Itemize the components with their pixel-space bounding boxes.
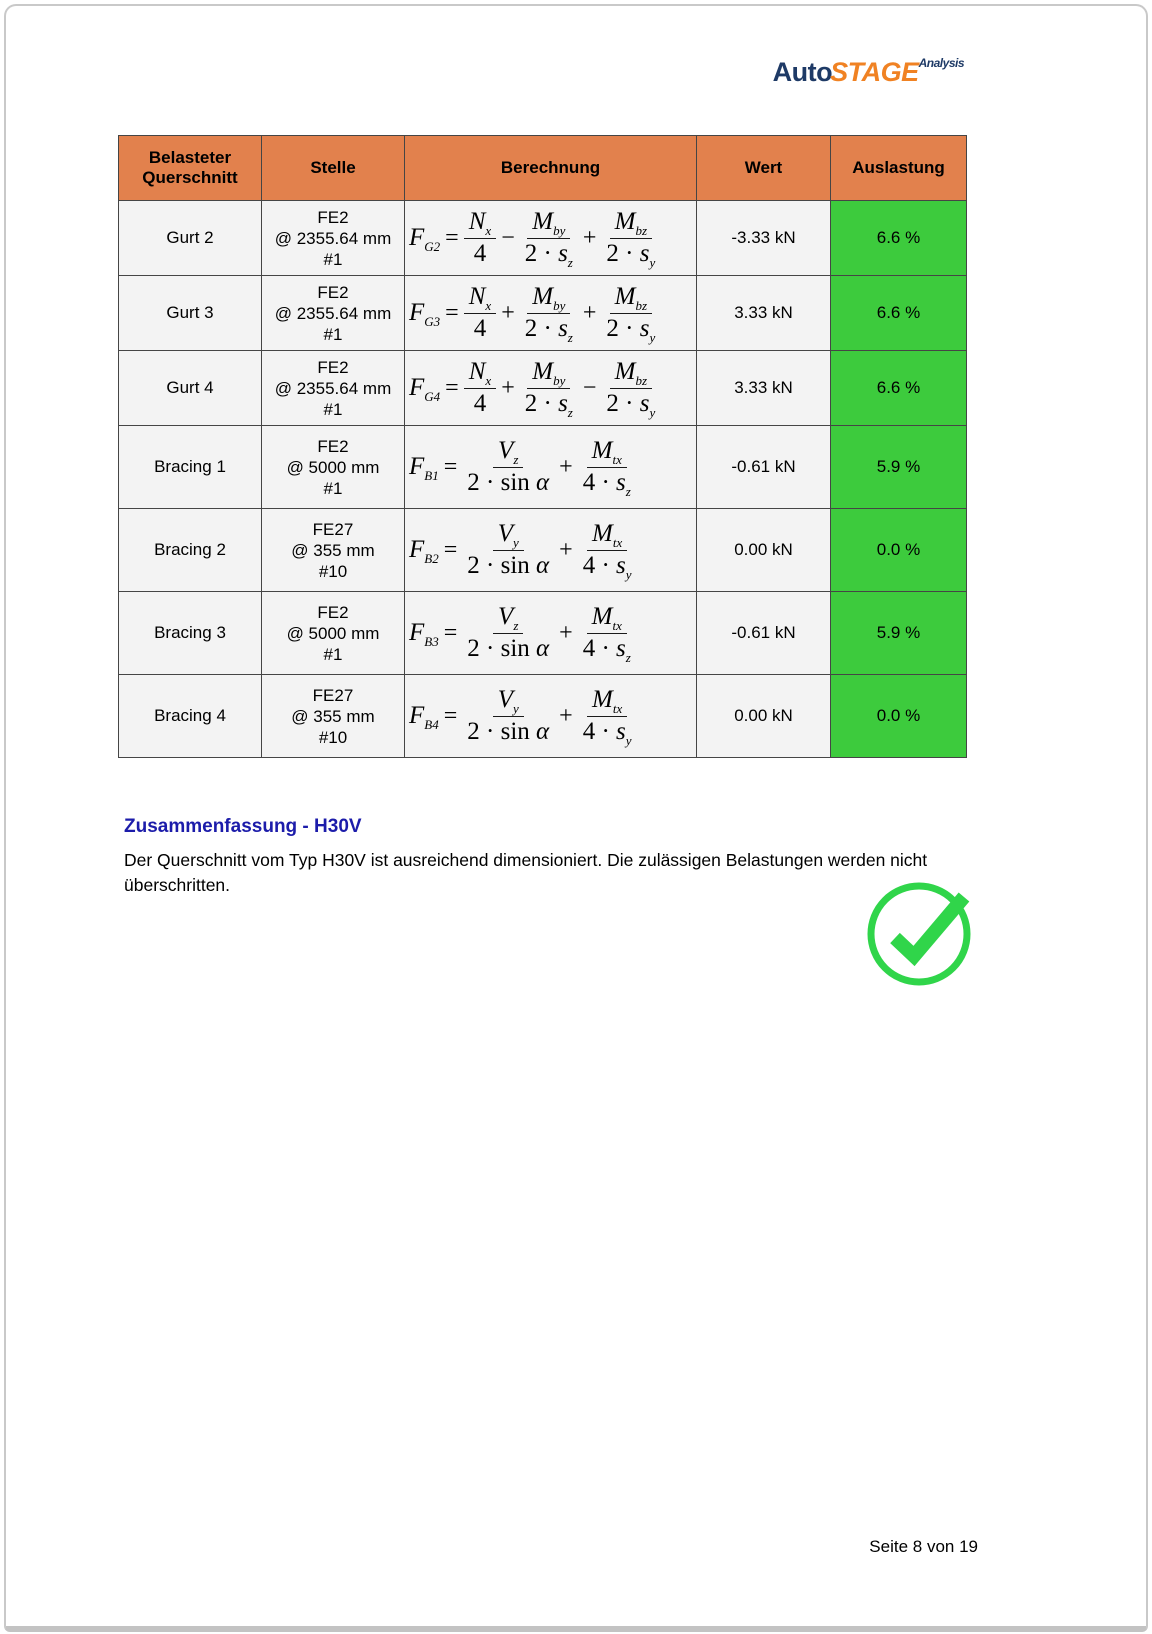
formula: [409, 283, 692, 344]
fraction-numerator: [587, 603, 627, 634]
formula-symbol: $M_{by}$: [532, 357, 566, 388]
formula-symbol: 4: [473, 389, 487, 417]
utilization-cell: 6.6 %: [831, 201, 967, 276]
fraction-denominator: [578, 468, 636, 498]
fraction-numerator: [527, 283, 570, 314]
formula-symbol: $M_{tx}$: [592, 685, 623, 716]
formula-symbol: $F_{B1}$: [409, 453, 439, 483]
member-cell: Bracing 1: [119, 426, 262, 509]
fraction-numerator: [493, 603, 523, 634]
location-line: #1: [323, 324, 343, 344]
utilization-cell: 6.6 %: [831, 351, 967, 426]
results-table-body: [119, 201, 967, 758]
value-cell: 3.33 kN: [697, 351, 831, 426]
fraction-denominator: [601, 239, 660, 269]
operator-sign: +: [501, 299, 515, 326]
utilization-cell: 0.0 %: [831, 675, 967, 758]
column-header-auslastung: Auslastung: [831, 136, 967, 201]
logo-stage-text: STAGE: [830, 57, 919, 87]
location-line: #1: [323, 399, 343, 419]
member-cell: Bracing 3: [119, 592, 262, 675]
fraction: [520, 358, 578, 419]
formula-symbol: $2 \cdot s_y$: [606, 239, 656, 270]
formula-cell: [405, 426, 697, 509]
equals-sign: =: [443, 453, 458, 480]
column-header-berechnung: Berechnung: [405, 136, 697, 201]
logo-analysis-text: Analysis: [918, 56, 964, 70]
formula-symbol: $F_{B3}$: [409, 619, 439, 649]
location-line: FE2: [317, 436, 349, 456]
location-line: #1: [323, 249, 343, 269]
fraction: [520, 208, 578, 269]
status-ok-check-icon: [864, 874, 980, 990]
formula-symbol: $F_{G3}$: [409, 299, 441, 329]
formula-symbol: $4 \cdot s_y$: [582, 551, 632, 582]
member-cell: Bracing 4: [119, 675, 262, 758]
location-cell: [262, 675, 405, 758]
formula-symbol: $M_{bz}$: [614, 357, 648, 388]
equals-sign: =: [445, 299, 459, 326]
location-line: @ 2355.64 mm: [274, 303, 392, 323]
formula: [409, 208, 692, 269]
formula-symbol: $M_{bz}$: [614, 207, 648, 238]
fraction-denominator: [520, 314, 578, 344]
formula-symbol: $M_{tx}$: [591, 436, 622, 467]
location-line: #10: [318, 727, 348, 747]
location-cell: [262, 509, 405, 592]
formula: [409, 520, 692, 581]
fraction-numerator: [587, 520, 627, 551]
fraction-numerator: [587, 686, 627, 717]
member-cell: Bracing 2: [119, 509, 262, 592]
fraction: [464, 283, 496, 344]
location-line: #1: [323, 644, 343, 664]
fraction-denominator: [578, 634, 636, 664]
fraction: [601, 283, 660, 344]
value-cell: -3.33 kN: [697, 201, 831, 276]
fraction: [462, 686, 554, 747]
fraction-numerator: [587, 437, 627, 468]
formula: [409, 437, 692, 498]
formula-symbol: $M_{tx}$: [591, 602, 622, 633]
fraction-numerator: [527, 358, 570, 389]
formula-cell: [405, 509, 697, 592]
formula-symbol: 2 · sin α: [467, 717, 550, 745]
formula-symbol: $2 \cdot s_y$: [606, 389, 656, 420]
fraction-denominator: [469, 239, 492, 269]
location-line: FE2: [317, 602, 349, 622]
fraction-denominator: [469, 389, 492, 419]
fraction: [578, 437, 636, 498]
formula-symbol: $F_{G2}$: [409, 224, 441, 254]
fraction-denominator: [462, 468, 554, 498]
fraction-numerator: [464, 283, 496, 314]
member-cell: Gurt 4: [119, 351, 262, 426]
formula-symbol: $F_{G4}$: [409, 374, 441, 404]
formula-symbol: $2 \cdot s_y$: [606, 314, 656, 345]
fraction-denominator: [601, 389, 660, 419]
formula-cell: [405, 351, 697, 426]
column-header-stelle: Stelle: [262, 136, 405, 201]
location-line: @ 355 mm: [291, 540, 375, 560]
operator-sign: +: [582, 299, 597, 326]
formula-symbol: 2 · sin α: [467, 468, 550, 496]
operator-sign: +: [559, 536, 573, 563]
fraction-denominator: [520, 389, 578, 419]
location-cell: [262, 592, 405, 675]
formula-symbol: 2 · sin α: [467, 551, 550, 579]
fraction: [578, 520, 637, 581]
formula-symbol: $F_{B4}$: [409, 702, 439, 732]
operator-sign: +: [559, 702, 573, 729]
fraction-denominator: [578, 551, 637, 581]
formula-symbol: 4: [473, 239, 487, 267]
fraction: [578, 686, 637, 747]
table-row: [119, 426, 967, 509]
results-table: [118, 135, 967, 758]
fraction-denominator: [520, 239, 578, 269]
value-cell: -0.61 kN: [697, 592, 831, 675]
table-row: [119, 201, 967, 276]
table-row: [119, 509, 967, 592]
utilization-cell: 6.6 %: [831, 276, 967, 351]
value-cell: 3.33 kN: [697, 276, 831, 351]
operator-sign: −: [501, 224, 515, 251]
location-line: @ 355 mm: [291, 706, 375, 726]
formula: [409, 358, 692, 419]
formula-symbol: $M_{bz}$: [614, 282, 648, 313]
location-line: FE27: [312, 519, 354, 539]
summary-heading: Zusammenfassung - H30V: [124, 816, 362, 837]
summary-section: [124, 816, 988, 898]
formula-symbol: $N_x$: [468, 357, 492, 388]
fraction-numerator: [493, 686, 524, 717]
table-row: [119, 675, 967, 758]
location-cell: [262, 426, 405, 509]
formula: [409, 686, 692, 747]
fraction-denominator: [601, 314, 660, 344]
formula-symbol: $M_{by}$: [532, 282, 566, 313]
fraction-numerator: [527, 208, 570, 239]
equals-sign: =: [443, 702, 458, 729]
formula-symbol: $4 \cdot s_z$: [582, 468, 631, 499]
equals-sign: =: [445, 374, 459, 401]
formula-symbol: $V_z$: [498, 602, 519, 633]
formula-symbol: $2 \cdot s_z$: [524, 239, 573, 270]
operator-sign: +: [559, 619, 573, 646]
utilization-cell: 5.9 %: [831, 592, 967, 675]
table-row: [119, 276, 967, 351]
location-cell: [262, 276, 405, 351]
location-line: @ 2355.64 mm: [274, 378, 392, 398]
check-circle-icon: [864, 874, 980, 990]
fraction-numerator: [493, 437, 523, 468]
fraction: [464, 358, 496, 419]
fraction: [464, 208, 496, 269]
column-header-wert: Wert: [697, 136, 831, 201]
member-cell: Gurt 2: [119, 201, 262, 276]
formula-symbol: $N_x$: [468, 282, 492, 313]
location-line: @ 2355.64 mm: [274, 228, 392, 248]
value-cell: 0.00 kN: [697, 509, 831, 592]
operator-sign: +: [501, 374, 515, 401]
fraction-numerator: [610, 358, 652, 389]
value-cell: 0.00 kN: [697, 675, 831, 758]
fraction: [601, 358, 660, 419]
fraction-numerator: [493, 520, 524, 551]
formula-symbol: $M_{tx}$: [592, 519, 623, 550]
equals-sign: =: [443, 619, 458, 646]
fraction-denominator: [462, 634, 554, 664]
fraction-numerator: [464, 358, 496, 389]
fraction: [462, 520, 554, 581]
equals-sign: =: [445, 224, 459, 251]
location-line: FE2: [317, 282, 349, 302]
table-header-row: [119, 136, 967, 201]
formula-symbol: 2 · sin α: [467, 634, 550, 662]
fraction: [462, 603, 554, 664]
table-row: [119, 592, 967, 675]
location-line: FE2: [317, 357, 349, 377]
utilization-cell: 0.0 %: [831, 509, 967, 592]
operator-sign: −: [582, 374, 597, 401]
formula-symbol: $4 \cdot s_z$: [582, 634, 631, 665]
fraction-numerator: [464, 208, 496, 239]
formula: [409, 603, 692, 664]
formula-symbol: $4 \cdot s_y$: [582, 717, 632, 748]
formula-symbol: $2 \cdot s_z$: [524, 389, 573, 420]
fraction: [462, 437, 554, 498]
operator-sign: +: [582, 224, 597, 251]
fraction-denominator: [469, 314, 492, 344]
fraction-denominator: [578, 717, 637, 747]
equals-sign: =: [443, 536, 458, 563]
fraction-denominator: [462, 717, 554, 747]
location-line: @ 5000 mm: [286, 623, 380, 643]
formula-symbol: $V_y$: [497, 685, 519, 716]
operator-sign: +: [559, 453, 573, 480]
location-line: #10: [318, 561, 348, 581]
formula-symbol: 4: [473, 314, 487, 342]
column-header-belasteter-querschnitt: Belasteter Querschnitt: [119, 136, 262, 201]
formula-cell: [405, 675, 697, 758]
table-row: [119, 351, 967, 426]
formula-cell: [405, 201, 697, 276]
member-cell: Gurt 3: [119, 276, 262, 351]
location-line: FE27: [312, 685, 354, 705]
formula-symbol: $F_{B2}$: [409, 536, 439, 566]
summary-text: Der Querschnitt vom Typ H30V ist ausreichend dimensioniert. Die zulässigen Belastungen werden nicht überschritten.: [124, 850, 928, 895]
location-line: #1: [323, 478, 343, 498]
fraction-numerator: [610, 283, 652, 314]
formula-symbol: $V_z$: [498, 436, 519, 467]
fraction: [520, 283, 578, 344]
formula-symbol: $2 \cdot s_z$: [524, 314, 573, 345]
page-number: Seite 8 von 19: [869, 1537, 978, 1556]
logo-auto-text: Auto: [772, 57, 833, 87]
location-line: @ 5000 mm: [286, 457, 380, 477]
formula-cell: [405, 276, 697, 351]
fraction-denominator: [462, 551, 554, 581]
value-cell: -0.61 kN: [697, 426, 831, 509]
formula-symbol: $M_{by}$: [532, 207, 566, 238]
formula-cell: [405, 592, 697, 675]
location-cell: [262, 351, 405, 426]
location-cell: [262, 201, 405, 276]
formula-symbol: $N_x$: [468, 207, 492, 238]
formula-symbol: $V_y$: [497, 519, 519, 550]
fraction: [578, 603, 636, 664]
fraction: [601, 208, 660, 269]
autostage-logo: [773, 56, 964, 88]
fraction-numerator: [610, 208, 652, 239]
location-line: FE2: [317, 207, 349, 227]
utilization-cell: 5.9 %: [831, 426, 967, 509]
